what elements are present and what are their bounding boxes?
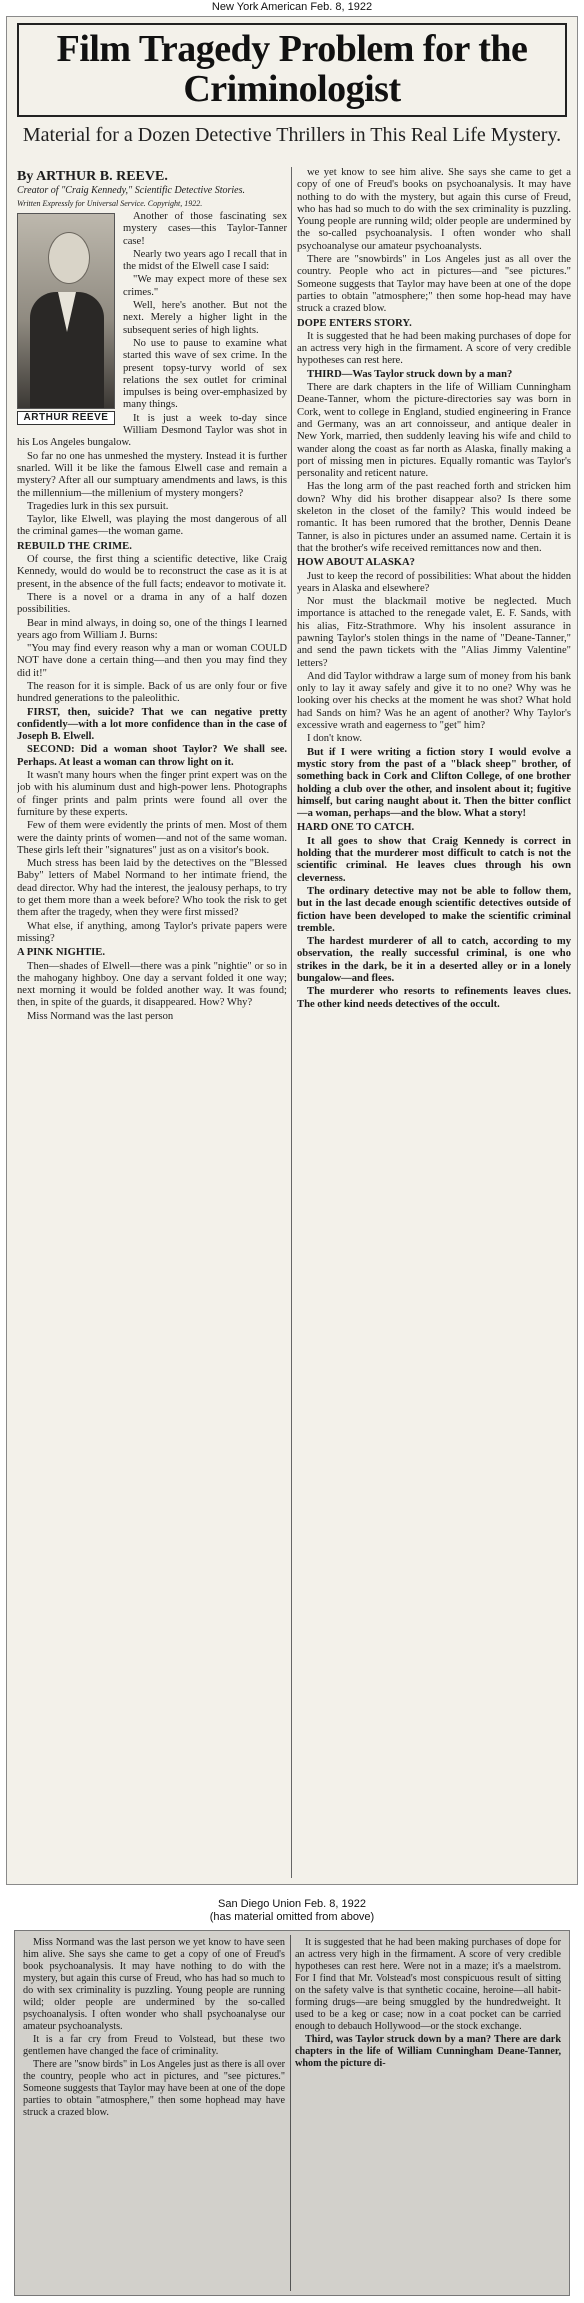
paragraph: Then—shades of Elwell—there was a pink "nightie" or so in the mahogany highboy. One day a servant folded it one way; next morning it would be folded another way. It was found; then, in spite of the guards, it disappeared. How? Why? bbox=[17, 960, 287, 1009]
secondary-column-rule bbox=[290, 1935, 291, 2291]
paragraph: It is suggested that he had been making purchases of dope for an actress very high in the firmament. A score of very credible hypotheses can rest here. Were not in a maze; it's a maelstrom. For I find that Mr. Volstead's most conspicuous result of sitting on the safety valve is that synthetic cocaine, heroine—all habit-forming drugs—are being smuggled by the hundredweight. It used to be a keg or case; now in a coat pocket can be carried enough to debauch Hollywood—or the stock exchange. bbox=[295, 1937, 561, 2032]
headline: Film Tragedy Problem for the Criminologist bbox=[56, 28, 528, 110]
paragraph: Few of them were evidently the prints of men. Most of them were the dainty prints of women—and not of the same woman. These girls left their "signatures" just as on a visitor's book. bbox=[17, 820, 287, 856]
section-subhead: HOW ABOUT ALASKA? bbox=[297, 557, 415, 569]
bold-paragraph: The ordinary detective may not be able to follow them, but in the last decade enough scientific detectives outside of fiction have been developed to make the scientific criminal tremble. bbox=[297, 885, 571, 934]
bold-paragraph: It all goes to show that Craig Kennedy is correct in holding that the murderer most difficult to catch is not the scientific criminal. He leaves clues through his own cleverness. bbox=[297, 835, 571, 884]
headline-box bbox=[17, 23, 567, 117]
copyright-note: Written Expressly for Universal Service. Copyright, 1922. bbox=[17, 199, 203, 208]
paragraph: No use to pause to examine what started this wave of sex crime. In the present topsy-turvy world of sex relations the sex outlet for criminal impulses is being over-emphasized by many things. bbox=[123, 337, 287, 411]
section-subhead: REBUILD THE CRIME. bbox=[17, 540, 132, 552]
section-subhead: A PINK NIGHTIE. bbox=[17, 947, 106, 959]
section-subhead: DOPE ENTERS STORY. bbox=[297, 317, 412, 329]
article-column-left bbox=[17, 167, 287, 1878]
paragraph: Miss Normand was the last person bbox=[27, 1010, 174, 1022]
secondary-left-text bbox=[23, 1937, 285, 2119]
author-portrait-photo bbox=[17, 213, 115, 409]
author-credit: Creator of "Craig Kennedy," Scientific Detective Stories. bbox=[17, 185, 245, 196]
paragraph: Tragedies lurk in this sex pursuit. bbox=[27, 500, 169, 512]
paragraph: There is a novel or a drama in any of a half dozen possibilities. bbox=[17, 591, 287, 616]
bold-paragraph: FIRST, then, suicide? That we can negative pretty confidently—with a lot more confidence than in the case of Joseph B. Elwell. bbox=[17, 706, 287, 743]
paragraph: The reason for it is simple. Back of us are only four or five hundred generations to the paleolithic. bbox=[17, 680, 287, 705]
paragraph: There are "snowbirds" in Los Angeles just as all over the country. People who act in pictures—and "see pictures." Someone suggests that Taylor may have been at one of the dope parties to obtain "atmosphere;" then some hop-head may have struck a crazed blow. bbox=[297, 254, 571, 315]
paragraph: "We may expect more of these sex crimes." bbox=[123, 274, 287, 298]
article-columns bbox=[17, 167, 569, 1878]
paragraph: Has the long arm of the past reached forth and stricken him down? Why did his brother disappear also? Is there some skeleton in the closet of the family? This would indeed be romantic. It has been rumored that the brother, Dennis Deane Tanner, is also in pictures under an assumed name. Certain it is that the brother's wife received remittances now and then. bbox=[297, 481, 571, 554]
clipping-caption-bottom: San Diego Union Feb. 8, 1922 bbox=[218, 1898, 366, 1910]
photo-caption: ARTHUR REEVE bbox=[17, 411, 115, 425]
paragraph: Much stress has been laid by the detectives on the "Blessed Baby" letters of Mabel Normand to her intimate friend, the dead director. Why had the interest, the jealousy perhaps, to try to get them more than a week before? Who took the risk to get them after the tragedy, when they were first missed? bbox=[17, 858, 287, 919]
paragraph: It is a far cry from Freud to Volstead, but these two gentlemen have changed the face of criminality. bbox=[23, 2034, 285, 2057]
article-column-right bbox=[297, 167, 571, 1878]
paragraph: Well, here's another. But not the next. Merely a higher light in the subsequent series of high lights. bbox=[123, 300, 287, 336]
deck-subheadline: Material for a Dozen Detective Thrillers in This Real Life Mystery. bbox=[22, 124, 562, 146]
paragraph: So far no one has unmeshed the mystery. Instead it is further snarled. Will it be like the famous Elwell case and remain a mystery? After all our sumptuary amendments and laws, is this the millennium—the millenium of mystery mongers? bbox=[17, 450, 287, 499]
bold-paragraph: Third, was Taylor struck down by a man? There are dark chapters in the life of William Cunningham Deane-Tanner, whom the picture di- bbox=[295, 2034, 561, 2069]
paragraph: What else, if anything, among Taylor's private papers were missing? bbox=[17, 920, 287, 944]
paragraph: Bear in mind always, in doing so, one of the things I learned years ago from William J. Burns: bbox=[17, 617, 287, 641]
right-column-text bbox=[297, 167, 571, 1011]
secondary-right-text bbox=[295, 1937, 561, 2070]
paragraph: It is just a week to-day since William Desmond Taylor was shot in his Los Angeles bungalow. bbox=[17, 412, 287, 449]
byline: By ARTHUR B. REEVE. bbox=[17, 169, 168, 184]
paragraph: It is suggested that he had been making purchases of dope for an actress very high in the firmament. A score of very credible hypotheses can rest here. bbox=[297, 330, 571, 367]
section-subhead: HARD ONE TO CATCH. bbox=[297, 822, 415, 834]
clipping-caption-bottom-note: (has material omitted from above) bbox=[209, 1911, 375, 1923]
paragraph: we yet know to see him alive. She says she came to get a copy of one of Freud's books on psychoanalysis. It may have nothing to do with the mystery, but again this curse of Freud, who has had so much to do with the sex criminality is puzzling. Young people are running wild; older people are undermined by the so-called psychoanalysis. I often wonder who shall psychoanalyse our amateur psychoanalysts. bbox=[297, 167, 571, 252]
secondary-column-left bbox=[23, 1937, 285, 2291]
newspaper-clipping-secondary bbox=[14, 1930, 570, 2296]
paragraph: Nor must the blackmail motive be neglected. Much importance is attached to the renegade valet, E. F. Sands, with his alias, Fitz-Strathmore. Why his insolent assurance in pawning Taylor's stolen things in the name of "Deane-Tanner," and send the pawn tickets with the "Alias Jimmy Valentine" letters? bbox=[297, 596, 571, 669]
paragraph: There are "snow birds" in Los Angeles just as there is all over the country, people who act in pictures, and "see pictures." Someone suggests that Taylor may have been at one of the dope parties to obtain "atmosphere," then some hophead may have struck a crazed blow. bbox=[23, 2059, 285, 2118]
bold-paragraph: The murderer who resorts to refinements leaves clues. The other kind needs detectives of the occult. bbox=[297, 986, 571, 1010]
newspaper-clipping-main bbox=[6, 16, 578, 1885]
paragraph: Another of those fascinating sex mystery cases—this Taylor-Tanner case! bbox=[123, 211, 287, 247]
clipping-caption-top: New York American Feb. 8, 1922 bbox=[211, 1, 373, 13]
bold-paragraph: But if I were writing a fiction story I would evolve a mystic story from the past of a "black sheep" brother, of something back in Cork and Clifton College, of one brother holding a club over the other, and insolent about it; fugitive himself, but caring naught about it. Then the bitter conflict—a woman, perhaps—and the blow. What a story! bbox=[297, 746, 571, 820]
paragraph: And did Taylor withdraw a large sum of money from his bank only to lay it away safely and give it to no one? Why was he looking over his checks at the moment he was shot? What hold had Sands on him? Was he an agent of another? Why Taylor's excessive wrath and eagerness to "get" him? bbox=[297, 670, 571, 732]
paragraph: "You may find every reason why a man or woman COULD NOT have done a certain thing—and then you may find they did it!" bbox=[17, 643, 287, 679]
bold-paragraph: THIRD—Was Taylor struck down by a man? bbox=[307, 368, 513, 380]
paragraph: Miss Normand was the last person we yet know to have seen him alive. She says she came to get a copy of one of Freud's book psychoanalysis. It may have nothing to do with the mystery, but again this curse of Freud, who has had so much to do with sex criminality is puzzling. Young people are running wild; older people are undermined by the so-called psychoanalysis. I often wonder who shall psychoanalyse our amateur psychoanalysts. bbox=[23, 1937, 285, 2032]
column-rule bbox=[291, 167, 292, 1878]
secondary-column-right bbox=[295, 1937, 561, 2291]
author-photo-block bbox=[17, 213, 115, 425]
paragraph: It wasn't many hours when the finger print expert was on the job with his aluminum dust and high-power lens. Photographs of finger prints and palm prints were found all over the furniture by these experts. bbox=[17, 770, 287, 818]
paragraph: There are dark chapters in the life of William Cunningham Deane-Tanner, whom the picture-directories say was born in Cork, went to college in England, studied engineering in France and Germany, was an art connoisseur, and antique dealer in New York, married, then suddenly leaving his wife and child to wander along the coast as far north as Alaska, finally making a port of missing men in pictures. Equally romantic was Taylor's personality and reticent nature. bbox=[297, 382, 571, 480]
bold-paragraph: The hardest murderer of all to catch, according to my observation, the really successful criminal, is one who strikes in the dark, be it in a deserted alley or in a lonely bungalow—and flees. bbox=[297, 936, 571, 984]
paragraph: I don't know. bbox=[307, 733, 363, 745]
paragraph: Of course, the first thing a scientific detective, like Craig Kennedy, would do would be to reconstruct the case as it is at present, in the absence of the full facts; endeavor to motivate it. bbox=[17, 554, 287, 590]
paragraph: Taylor, like Elwell, was playing the most dangerous of all the criminal games—the woman game. bbox=[17, 514, 287, 538]
paragraph: Nearly two years ago I recall that in the midst of the Elwell case I said: bbox=[123, 248, 287, 273]
paragraph: Just to keep the record of possibilities: What about the hidden years in Alaska and elsewhere? bbox=[297, 570, 571, 594]
bold-paragraph: SECOND: Did a woman shoot Taylor? We shall see. Perhaps. At least a woman can throw light on it. bbox=[17, 744, 287, 768]
